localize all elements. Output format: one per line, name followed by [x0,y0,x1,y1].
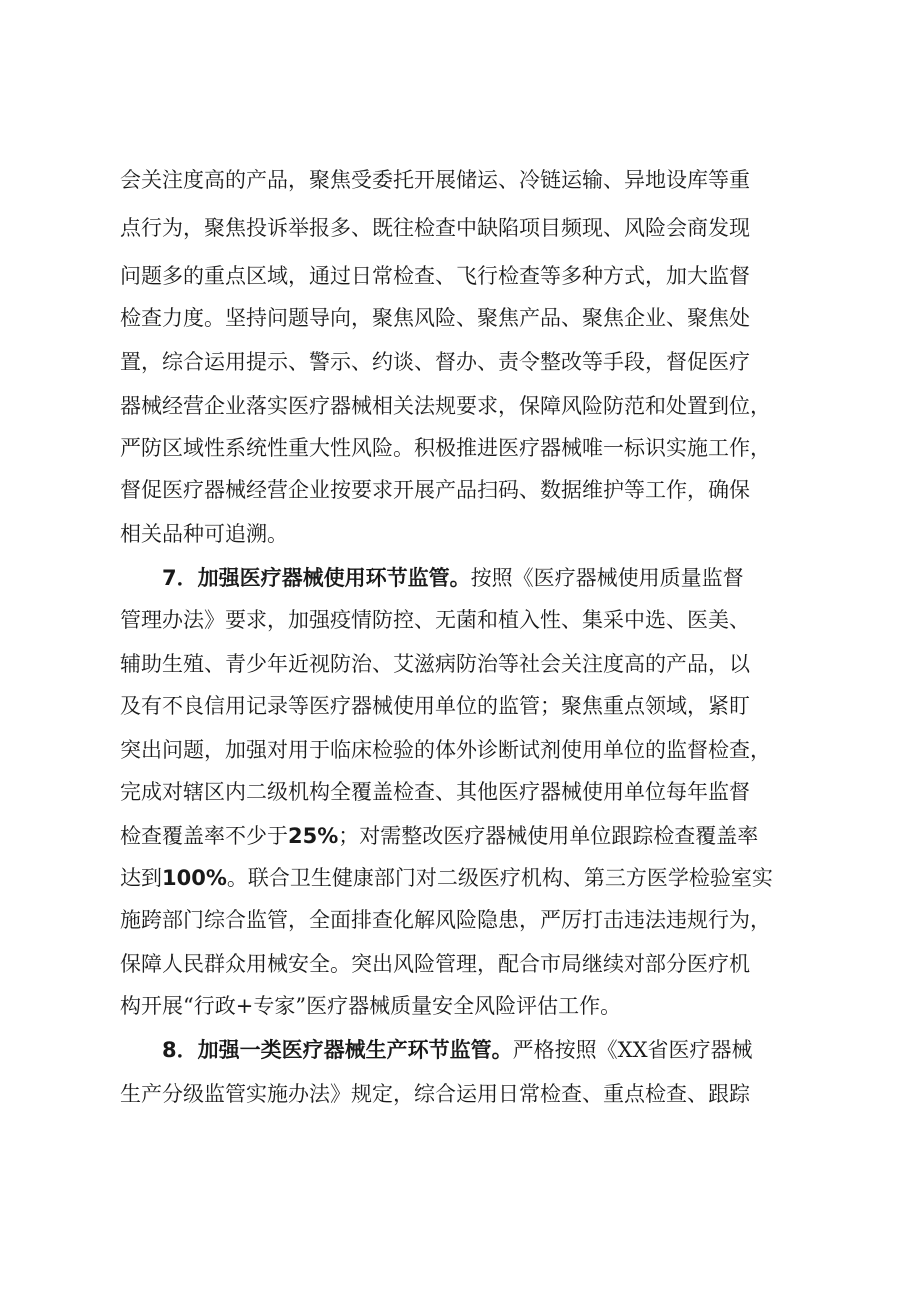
body-text-line: 严防区域性系统性重大性风险。积极推进医疗器械唯一标识实施工作， [120,436,771,460]
section-7-heading: 7．加强医疗器械使用环节监管。 [162,566,471,590]
body-text-line [120,858,820,898]
body-text-line: 置，综合运用提示、警示、约谈、督办、责令整改等手段，督促医疗 [120,350,750,374]
body-text-line: 完成对辖区内二级机构全覆盖检查、其他医疗器械使用单位每年监督 [120,780,750,804]
text-segment: 达到 [120,866,162,890]
body-text-line: 及有不良信用记录等医疗器械使用单位的监管；聚焦重点领域，紧盯 [120,694,750,718]
body-text-line: 辅助生殖、青少年近视防治、艾滋病防治等社会关注度高的产品，以 [120,652,750,676]
section-7-first-line-text: 按照《医疗器械使用质量监督 [470,566,744,590]
body-text-line: 会关注度高的产品，聚焦受委托开展储运、冷链运输、异地设库等重 [120,168,750,192]
section-8-heading: 8．加强一类医疗器械生产环节监管。 [162,1038,513,1062]
section-8-first-line [162,1030,822,1070]
body-text-line: 督促医疗器械经营企业按要求开展产品扫码、数据维护等工作，确保 [120,478,750,502]
text-segment: ；对需整改医疗器械使用单位跟踪检查覆盖率 [338,824,759,848]
body-text-line: 器械经营企业落实医疗器械相关法规要求，保障风险防范和处置到位， [120,394,771,418]
body-text-line: 施跨部门综合监管，全面排查化解风险隐患，严厉打击违法违规行为， [120,908,771,932]
body-text-line: 点行为，聚焦投诉举报多、既往检查中缺陷项目频现、风险会商发现 [120,216,750,240]
body-text-line: 突出问题，加强对用于临床检验的体外诊断试剂使用单位的监督检查， [120,738,771,762]
body-text-line: 问题多的重点区域，通过日常检查、飞行检查等多种方式，加大监督 [120,264,750,288]
body-text-line: 管理办法》要求，加强疫情防控、无菌和植入性、集采中选、医美、 [120,608,750,632]
body-text-line: 保障人民群众用械安全。突出风险管理，配合市局继续对部分医疗机 [120,952,750,976]
body-text-line: 相关品种可追溯。 [120,522,288,546]
body-text-line [120,816,820,856]
section-7-first-line [162,558,822,598]
body-text-line: 检查力度。坚持问题导向，聚焦风险、聚焦产品、聚焦企业、聚焦处 [120,306,750,330]
body-text-line: 生产分级监管实施办法》规定，综合运用日常检查、重点检查、跟踪 [120,1082,750,1106]
text-segment: 检查覆盖率不少于 [120,824,288,848]
text-segment: 。联合卫生健康部门对二级医疗机构、第三方医学检验室实 [226,866,773,890]
coverage-rate-value: 25% [288,824,339,848]
tracking-rate-value: 100% [162,866,227,890]
body-text-line: 构开展“行政+专家”医疗器械质量安全风险评估工作。 [120,994,622,1018]
section-8-first-line-text: 严格按照《XX省医疗器械 [512,1038,753,1062]
